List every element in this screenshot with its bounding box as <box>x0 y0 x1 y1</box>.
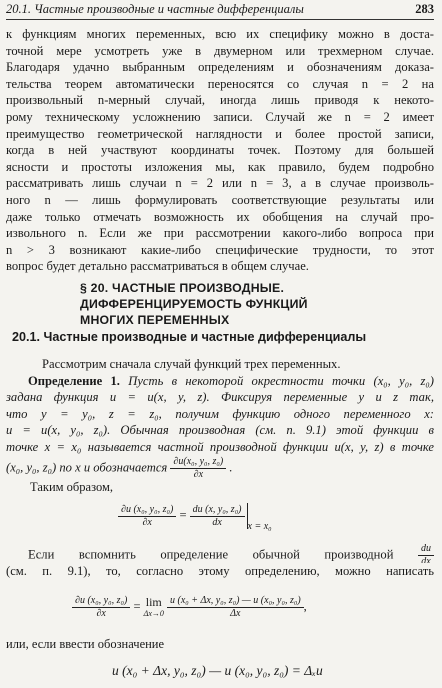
fraction-denominator: Δx <box>230 608 241 619</box>
limit-label: lim <box>145 594 162 609</box>
text-line: u = u(x, y₀, z₀). Обычная производная (см. п. 9.1) этой функции в <box>6 423 434 438</box>
fraction-numerator: du (x, y₀, z₀) <box>190 504 245 517</box>
text-line: Рассмотрим сначала случай функций трех переменных. <box>42 357 341 371</box>
text-line: преимущество геометрической наглядности и более простой записи, <box>6 126 434 141</box>
fraction-denominator: ∂x <box>96 608 106 619</box>
text-line: (x₀, y₀, z₀) по x и обозначается $\frac{\text{∂u(x₀, y₀, z₀)}}{\partial x}$ . <box>6 456 434 478</box>
derivative-fraction <box>418 543 434 563</box>
text-line: Благодаря удачно выбранным определениям и обозначениям доказа- <box>6 60 434 75</box>
definition-label: Определение 1. <box>28 373 120 388</box>
header-rule <box>6 19 434 20</box>
fraction-numerator: ∂u(x₀, y₀, z₀) <box>170 456 226 469</box>
text-line: рассматривать лишь случаи n = 2 или n = 3, а в случае произволь- <box>6 176 434 191</box>
limit-operator <box>143 594 164 619</box>
equation-2-lhs <box>72 595 130 620</box>
fraction-denominator: dx <box>212 516 222 528</box>
equation-1: $\frac{\text{∂u (x₀, y₀, z₀)}}{\partial x}$ = $\frac{\text{du (x, y₀, z₀)}}{dx}$ $_{x = x_0}$ <box>118 503 272 532</box>
section-title-line: § 20. ЧАСТНЫЕ ПРОИЗВОДНЫЕ. <box>80 281 285 295</box>
text-line: вопрос будет детально рассматриваться в общем случае. <box>6 259 309 274</box>
text-line <box>6 373 434 390</box>
equation-2: $\frac{\text{∂u (x₀, y₀, z₀)}}{\partial x}$ = lim Δx→0 $\frac{\text{u (x₀ + Δx, y₀, z₀) — u (x₀, y₀, z₀)}}{\Delta x}$ , <box>72 595 307 620</box>
partial-derivative-fraction <box>170 456 226 478</box>
definition-end-text: (x₀, y₀, z₀) по x и обозначается <box>6 459 168 474</box>
text-line: ного n — лишь формулировать соответствующие результаты или <box>6 192 434 207</box>
text-line: извольного n. Если же при рассмотрении какого-либо вопроса при <box>6 226 434 241</box>
intro-paragraph <box>6 26 434 275</box>
text-line: n > 3 возникают какие-либо специфические трудности, то этот <box>6 242 434 257</box>
text-line: ясности и простоты изложения мы, как правило, будем подробно <box>6 159 434 174</box>
definition-text: Пусть в некоторой окрестности точки (x₀, y₀, z₀) <box>128 373 434 388</box>
section-title-line: ДИФФЕРЕНЦИРУЕМОСТЬ ФУНКЦИЙ <box>80 297 308 311</box>
fraction-denominator: ∂x <box>193 468 204 478</box>
text-line: тельства теорем автоматически переносятся со случая n = 2 на <box>6 76 434 91</box>
fraction-numerator: ∂u (x₀, y₀, z₀) <box>72 595 130 608</box>
equation-3: u (x₀ + Δx, y₀, z₀) — u (x₀, y₀, z₀) = Δₓu <box>112 663 323 678</box>
text-thus: Таким образом, <box>30 480 113 494</box>
text-line: рому техническому усложнению записи. Случай же n = 2 имеет <box>6 109 434 124</box>
text-line: точке x = x₀ называется частной производной функции u(x, y, z) в точке <box>6 439 434 454</box>
text-line: даже только отмечать возможность их обобщения на случай про- <box>6 209 434 224</box>
subsection-title: 20.1. Частные производные и частные дифференциалы <box>12 330 367 344</box>
text-or-notation: или, если ввести обозначение <box>6 637 165 651</box>
fraction-numerator: du <box>418 543 434 556</box>
section-title-line: МНОГИХ ПЕРЕМЕННЫХ <box>80 313 230 327</box>
fraction-numerator: ∂u (x₀, y₀, z₀) <box>118 504 176 517</box>
text-line: задана функция u = u(x, y, z). Фиксируя переменные y и z так, <box>6 390 434 405</box>
fraction-denominator: dx <box>421 556 431 563</box>
recall-paragraph <box>6 543 434 580</box>
equation-2-rhs <box>167 595 304 620</box>
fraction-denominator: ∂x <box>142 516 152 528</box>
recall-text: Если вспомнить определение обычной производной <box>28 547 394 562</box>
running-title: 20.1. Частные производные и частные дифференциалы <box>6 2 304 16</box>
text-line: когда в ней участвуют координаты точек. Поэтому для большей <box>6 143 434 158</box>
page-number: 283 <box>415 2 434 16</box>
text-line: (см. п. 9.1), то, согласно этому определению, можно написать <box>6 564 434 578</box>
fraction-numerator: u (x₀ + Δx, y₀, z₀) — u (x₀, y₀, z₀) <box>167 595 304 608</box>
section-title <box>80 280 308 328</box>
equation-1-lhs <box>118 504 176 529</box>
text-line: к функциям многих переменных, всю их специфику можно в доста- <box>6 27 434 41</box>
running-header <box>6 2 434 18</box>
text-line: что y = y₀, z = z₀, получим функцию одного переменного x: <box>6 406 434 421</box>
equation-1-rhs <box>190 504 245 529</box>
text-line: точной мере усмотреть уже в двумерном или трехмерном случае. <box>6 43 434 58</box>
text-line: произвольный n-мерный случай, иногда лишь приводя к некото- <box>6 93 434 108</box>
text-line <box>6 543 434 563</box>
definition-paragraph <box>6 356 434 478</box>
limit-subscript: Δx→0 <box>143 608 164 618</box>
evaluation-subscript: x = x₀ <box>247 520 272 532</box>
